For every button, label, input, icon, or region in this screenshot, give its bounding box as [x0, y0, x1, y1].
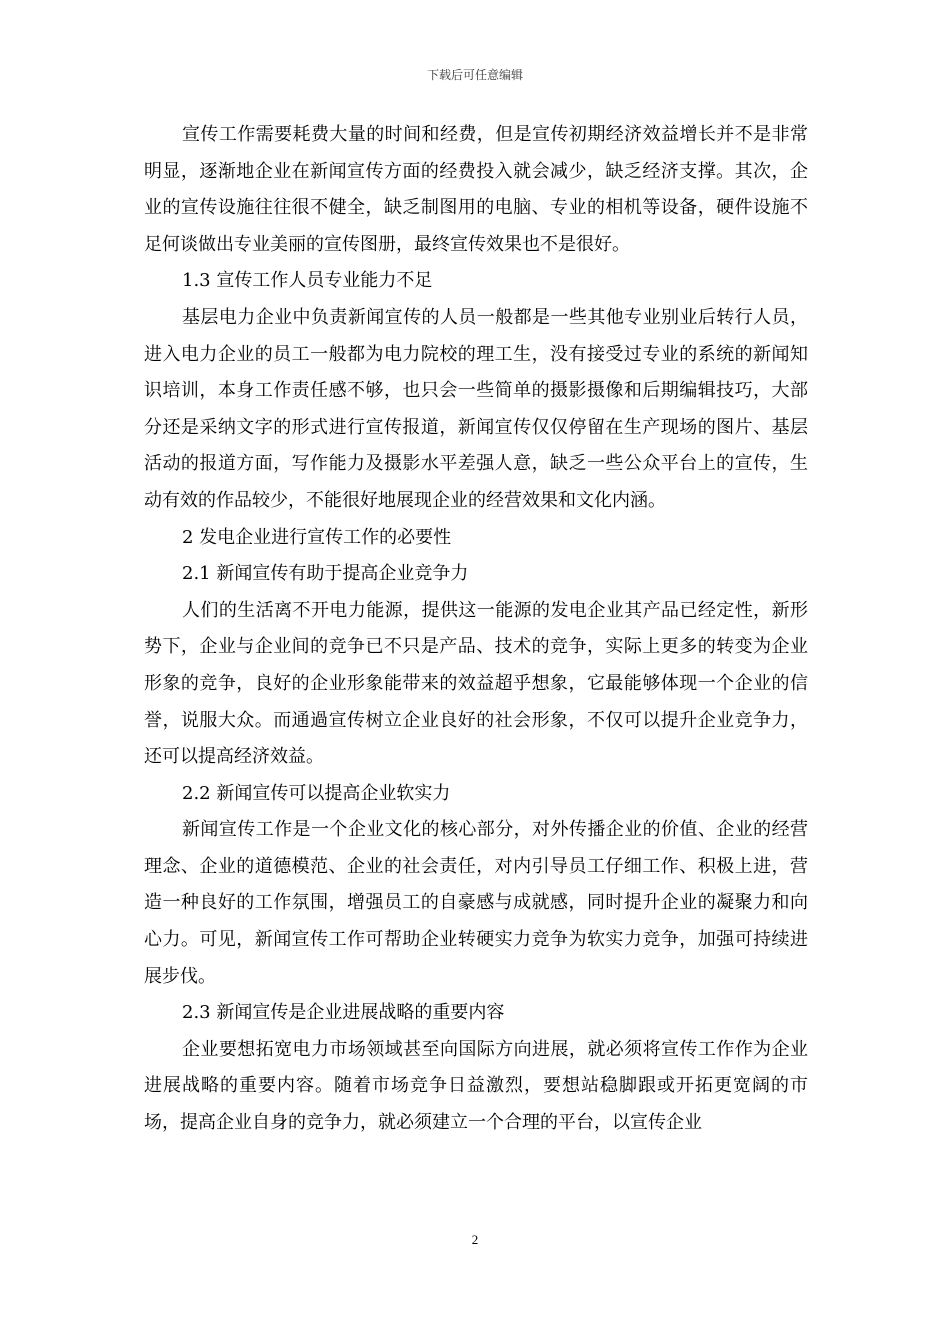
- page-number: 2: [471, 1232, 479, 1247]
- page-header: 下载后可任意编辑: [426, 68, 523, 82]
- paragraph-funding: 宣传工作需要耗费大量的时间和经费，但是宣传初期经济效益增长并不是非常明显，逐渐地企业在新闻宣传方面的经费投入就会减少，缺乏经济支撑。其次，企业的宣传设施往往很不健全，缺乏制图用的电脑、专业的相机等设备，硬件设施不足何谈做出专业美丽的宣传图册，最终宣传效果也不是很好。: [144, 124, 808, 255]
- paragraph-strategy: 企业要想拓宽电力市场领域甚至向国际方向进展，就必须将宣传工作作为企业进展战略的重要内容。随着市场竞争日益激烈，要想站稳脚跟或开拓更宽阔的市场，提高企业自身的竞争力，就必须建立一个合理的平台，以宣传企业: [144, 1038, 808, 1134]
- heading-2-3: 2.3 新闻宣传是企业进展战略的重要内容: [182, 1002, 505, 1024]
- paragraph-competitiveness: 人们的生活离不开电力能源，提供这一能源的发电企业其产品已经定性，新形势下，企业与企业间的竞争已不只是产品、技术的竞争，实际上更多的转变为企业形象的竞争，良好的企业形象能带来的效益超乎想象，它最能够体现一个企业的信誉，说服大众。而通過宣传树立企业良好的社会形象，不仅可以提升企业竞争力，还可以提高经济效益。: [144, 599, 808, 768]
- heading-2: 2 发电企业进行宣传工作的必要性: [182, 526, 452, 548]
- document-body: [144, 117, 808, 1142]
- heading-2-1: 2.1 新闻宣传有助于提高企业竞争力: [182, 563, 469, 585]
- heading-1-3: 1.3 宣传工作人员专业能力不足: [182, 270, 433, 292]
- heading-2-2: 2.2 新闻宣传可以提高企业软实力: [182, 782, 451, 804]
- paragraph-soft-power: 新闻宣传工作是一个企业文化的核心部分，对外传播企业的价值、企业的经营理念、企业的道德模范、企业的社会责任，对内引导员工仔细工作、积极上进，营造一种良好的工作氛围，增强员工的自豪感与成就感，同时提升企业的凝聚力和向心力。可见，新闻宣传工作可帮助企业转硬实力竞争为软实力竞争，加强可持续进展步伐。: [144, 819, 808, 987]
- paragraph-staff-ability: 基层电力企业中负责新闻宣传的人员一般都是一些其他专业别业后转行人员，进入电力企业的员工一般都为电力院校的理工生，没有接受过专业的系统的新闻知识培训，本身工作责任感不够，也只会一些简单的摄影摄像和后期编辑技巧，大部分还是采纳文字的形式进行宣传报道，新闻宣传仅仅停留在生产现场的图片、基层活动的报道方面，写作能力及摄影水平差强人意，缺乏一些公众平台上的宣传，生动有效的作品较少，不能很好地展现企业的经营效果和文化内涵。: [144, 306, 808, 511]
